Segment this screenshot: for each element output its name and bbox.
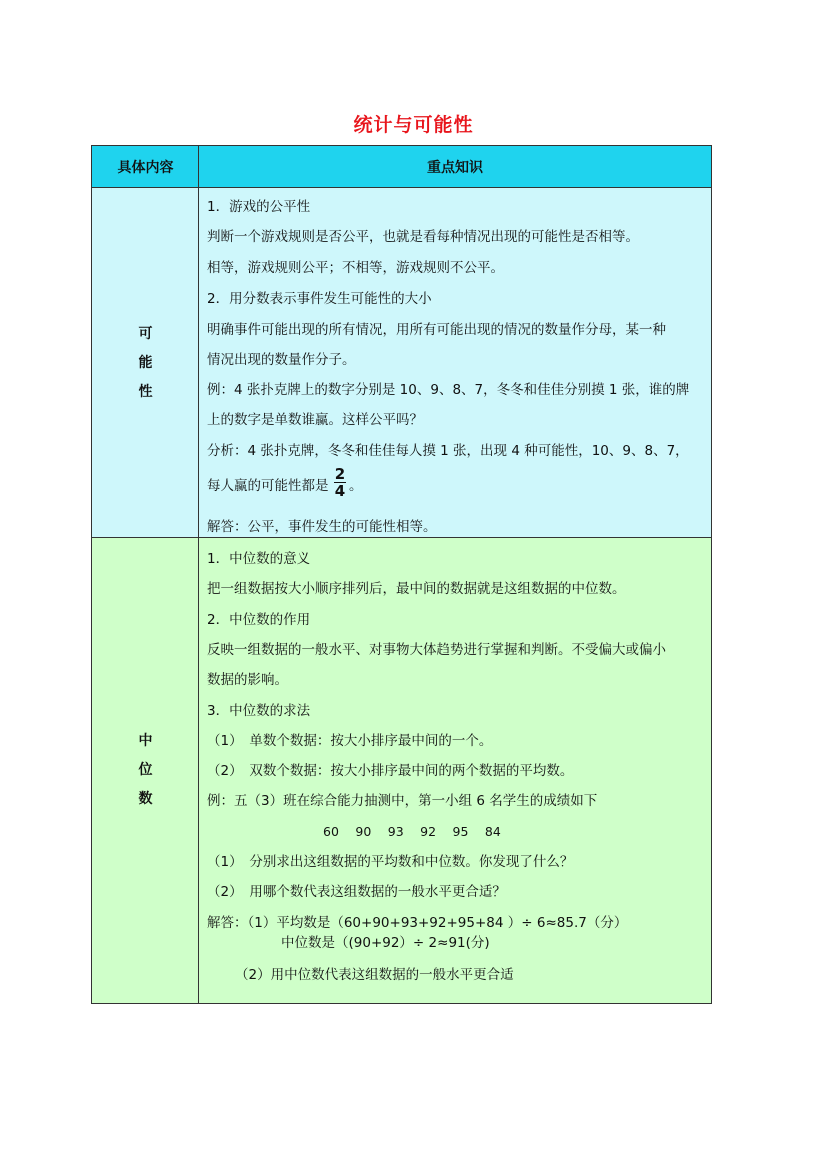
text-line: 解答：（1）平均数是（60+90+93+92+95+84 ）÷ 6≈85.7（分）: [207, 915, 628, 931]
text-line: 解答：公平，事件发生的可能性相等。: [207, 519, 437, 535]
text-line: 中位数是（(90+92）÷ 2≈91(分): [281, 935, 490, 951]
text-line: （2） 用哪个数代表这组数据的一般水平更合适？: [207, 884, 506, 900]
text-line: 2．用分数表示事件发生可能性的大小: [207, 291, 432, 307]
text-line: 把一组数据按大小顺序排列后，最中间的数据就是这组数据的中位数。: [207, 581, 626, 597]
fraction: [334, 467, 346, 498]
side-char: 数: [138, 791, 153, 807]
header-col1: 具体内容: [92, 146, 199, 188]
scores-line: 60 90 93 92 95 84: [323, 824, 501, 839]
side-char: 能: [138, 354, 153, 371]
text-line: （2）用中位数代表这组数据的一般水平更合适: [235, 967, 514, 983]
fraction-numerator: 2: [334, 465, 346, 483]
text-line: 。: [349, 478, 363, 494]
knowledge-table: [91, 145, 712, 1004]
side-label-possibility: [92, 188, 199, 538]
page-title: 统计与可能性: [353, 114, 474, 136]
side-label-median: [92, 538, 199, 1003]
text-line: 相等，游戏规则公平；不相等，游戏规则不公平。: [207, 260, 504, 276]
side-char: 位: [138, 762, 153, 778]
text-line: 2．中位数的作用: [207, 612, 311, 628]
text-line: 分析：4 张扑克牌，冬冬和佳佳每人摸 1 张，出现 4 种可能性，10、9、8、7，: [207, 443, 689, 459]
side-char: 可: [138, 325, 153, 342]
text-line: 1．游戏的公平性: [207, 199, 311, 215]
text-line: 判断一个游戏规则是否公平，也就是看每种情况出现的可能性是否相等。: [207, 229, 639, 245]
text-line: 上的数字是单数谁赢。这样公平吗？: [207, 412, 423, 428]
side-char: 性: [138, 383, 153, 400]
side-char: 中: [138, 733, 153, 749]
row-divider: [92, 537, 711, 538]
text-line: 1．中位数的意义: [207, 551, 311, 567]
text-line: 数据的影响。: [207, 672, 288, 688]
text-line: （1） 分别求出这组数据的平均数和中位数。你发现了什么？: [207, 854, 574, 870]
text-line: 例：五（3）班在综合能力抽测中，第一小组 6 名学生的成绩如下: [207, 793, 598, 809]
content-possibility: [199, 188, 711, 538]
column-divider: [198, 146, 199, 1003]
text-line: 每人赢的可能性都是: [207, 478, 329, 494]
text-line: 3．中位数的求法: [207, 703, 311, 719]
text-line: （1） 单数个数据：按大小排序最中间的一个。: [207, 733, 493, 749]
fraction-denominator: 4: [334, 482, 346, 500]
text-line: 明确事件可能出现的所有情况，用所有可能出现的情况的数量作分母，某一种: [207, 322, 666, 338]
content-median: [199, 538, 711, 1003]
text-line: 情况出现的数量作分子。: [207, 352, 356, 368]
row-divider: [92, 187, 711, 188]
text-line: （2） 双数个数据：按大小排序最中间的两个数据的平均数。: [207, 763, 574, 779]
header-col2: 重点知识: [199, 146, 711, 188]
text-line: 反映一组数据的一般水平、对事物大体趋势进行掌握和判断。不受偏大或偏小: [207, 642, 666, 658]
text-line: 例：4 张扑克牌上的数字分别是 10、9、8、7，冬冬和佳佳分别摸 1 张，谁的牌: [207, 382, 690, 398]
